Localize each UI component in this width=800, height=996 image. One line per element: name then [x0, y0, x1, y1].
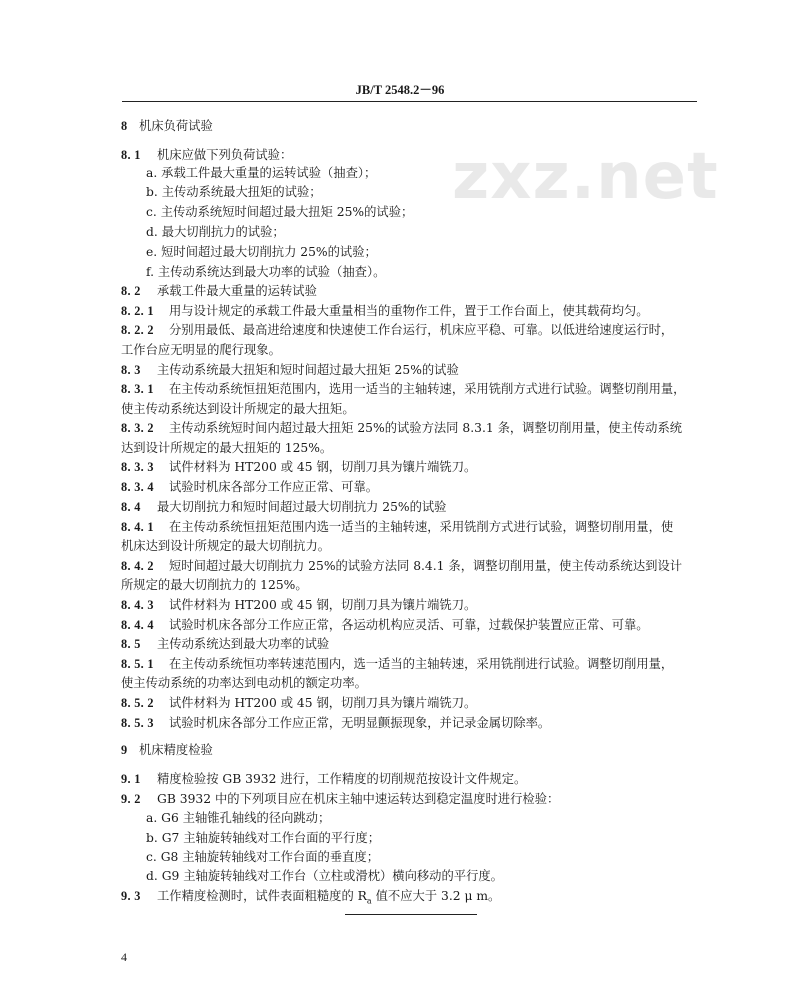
watermark: zxz.net [452, 140, 719, 214]
text-line [121, 420, 682, 436]
text-line [121, 342, 281, 358]
page-number: 4 [121, 950, 127, 964]
text-line [121, 636, 329, 652]
clause-text: 短时间超过最大切削抗力 25%的试验方法同 8.4.1 条，调整切削用量，使主传动系统达到设计 [169, 559, 683, 573]
clause-number: 8. 2. 1 [121, 304, 154, 318]
clause-text: d. 最大切削抗力的试验； [146, 225, 285, 239]
text-line [146, 868, 503, 884]
clause-text: 最大切削抗力和短时间超过最大切削抗力 25%的试验 [157, 500, 447, 514]
clause-text: a. G6 主轴锥孔轴线的径向跳动； [146, 811, 331, 825]
text-line [121, 888, 500, 909]
clause-number: 8. 3. 3 [121, 460, 154, 474]
clause-text: 主传动系统短时间内超过最大扭矩 25%的试验方法同 8.3.1 条，调整切削用量，使主传动系统 [169, 421, 683, 435]
clause-text: GB 3932 中的下列项目应在机床主轴中速运转达到稳定温度时进行检验： [157, 792, 560, 806]
clause-text: 试件材料为 HT200 或 45 钢，切削刀具为镶片端铣刀。 [169, 598, 477, 612]
clause-text: 在主传动系统恒扭矩范围内，选用一适当的主轴转速，采用铣削方式进行试验。调整切削用量， [169, 382, 686, 396]
clause-text: 分别用最低、最高进给速度和快速使工作台运行，机床应平稳、可靠。以低进给速度运行时， [169, 323, 674, 337]
clause-text: d. G9 主轴旋转轴线对工作台（立柱或滑枕）横向移动的平行度。 [146, 869, 503, 883]
text-line [121, 656, 673, 672]
text-line [146, 849, 379, 865]
clause-text-tail: 值不应大于 3.2 μ m。 [371, 889, 501, 903]
clause-number: 9. 1 [121, 772, 141, 786]
text-line [146, 224, 285, 240]
clause-number: 8. 3 [121, 363, 141, 377]
clause-number: 8. 4. 4 [121, 618, 154, 632]
text-line [121, 303, 649, 319]
clause-text: 机床负荷试验 [139, 119, 213, 133]
clause-text: 所规定的最大切削抗力的 125%。 [121, 578, 308, 592]
text-line [121, 791, 559, 807]
text-line [121, 742, 213, 758]
text-line [146, 204, 413, 220]
text-line [121, 715, 550, 731]
clause-number: 8. 4. 3 [121, 598, 154, 612]
text-line [121, 440, 332, 456]
text-line [121, 538, 330, 554]
clause-text: c. 主传动系统短时间超过最大扭矩 25%的试验； [146, 205, 414, 219]
clause-number: 8. 4. 2 [121, 559, 154, 573]
clause-text: b. 主传动系统最大扭矩的试验； [146, 185, 322, 199]
clause-text: 机床应做下列负荷试验： [157, 148, 293, 162]
clause-text: 机床精度检验 [139, 743, 213, 757]
text-line [121, 362, 459, 378]
clause-number: 8. 3. 2 [121, 421, 154, 435]
clause-text: 精度检验按 GB 3932 进行，工作精度的切削规范按设计文件规定。 [157, 772, 527, 786]
text-line [146, 244, 377, 260]
text-line [121, 499, 446, 515]
clause-number: 8. 3. 1 [121, 382, 154, 396]
text-line [146, 184, 322, 200]
clause-text: 试验时机床各部分工作应正常、可靠。 [169, 480, 379, 494]
clause-text: 试件材料为 HT200 或 45 钢，切削刀具为镶片端铣刀。 [169, 460, 477, 474]
text-line [121, 675, 367, 691]
clause-text: c. G8 主轴旋转轴线对工作台面的垂直度； [146, 850, 380, 864]
clause-number: 8. 5. 2 [121, 696, 154, 710]
clause-number: 8. 5 [121, 637, 141, 651]
text-line [121, 558, 682, 574]
clause-number: 8. 3. 4 [121, 480, 154, 494]
text-line [121, 597, 476, 613]
clause-number: 8. 2 [121, 284, 141, 298]
text-line [121, 695, 476, 711]
clause-text: 工作精度检测时，试件表面粗糙度的 R [157, 889, 367, 903]
text-line [146, 830, 380, 846]
text-line [121, 118, 213, 134]
text-line [121, 479, 378, 495]
clause-text: f. 主传动系统达到最大功率的试验（抽查）。 [146, 265, 386, 279]
text-line [121, 283, 317, 299]
clause-text: 达到设计所规定的最大扭矩的 125%。 [121, 441, 333, 455]
clause-text: 试验时机床各部分工作应正常，无明显颤振现象，并记录金属切除率。 [169, 716, 551, 730]
footer-rule [345, 914, 477, 915]
text-line [146, 264, 385, 280]
text-line [146, 810, 330, 826]
clause-number: 8. 1 [121, 148, 141, 162]
clause-text: 用与设计规定的承载工件最大重量相当的重物作工件，置于工作台面上，使其载荷均匀。 [169, 304, 649, 318]
header-rule [122, 101, 697, 102]
clause-text: 试验时机床各部分工作应正常，各运动机构应灵活、可靠，过载保护装置应正常、可靠。 [169, 618, 649, 632]
clause-text: a. 承载工件最大重量的运转试验（抽查）； [146, 166, 377, 180]
text-line [121, 401, 355, 417]
clause-text: 主传动系统达到最大功率的试验 [157, 637, 330, 651]
clause-number: 8. 5. 3 [121, 716, 154, 730]
clause-text: 机床达到设计所规定的最大切削抗力。 [121, 539, 331, 553]
clause-number: 8. 4. 1 [121, 520, 154, 534]
clause-number: 9. 2 [121, 792, 141, 806]
clause-number: 9. 3 [121, 889, 141, 903]
clause-text: 使主传动系统的功率达到电动机的额定功率。 [121, 676, 367, 690]
clause-text: 试件材料为 HT200 或 45 钢，切削刀具为镶片端铣刀。 [169, 696, 477, 710]
document-header: JB/T 2548.2－96 [355, 83, 445, 97]
text-line [121, 771, 526, 787]
clause-text: 工作台应无明显的爬行现象。 [121, 343, 281, 357]
clause-text: 主传动系统最大扭矩和短时间超过最大扭矩 25%的试验 [157, 363, 459, 377]
subscript: a [366, 896, 372, 906]
text-line [121, 617, 649, 633]
clause-text: 承载工件最大重量的运转试验 [157, 284, 317, 298]
clause-number: 8. 2. 2 [121, 323, 154, 337]
text-line [121, 577, 308, 593]
text-line [121, 147, 292, 163]
clause-number: 8. 5. 1 [121, 657, 154, 671]
clause-text: b. G7 主轴旋转轴线对工作台面的平行度； [146, 831, 380, 845]
clause-number: 9 [121, 743, 128, 757]
clause-number: 8. 4 [121, 500, 141, 514]
clause-text: e. 短时间超过最大切削抗力 25%的试验； [146, 245, 377, 259]
text-line [121, 459, 476, 475]
text-line [121, 322, 673, 338]
clause-number: 8 [121, 119, 128, 133]
text-line [146, 165, 376, 181]
clause-text: 使主传动系统达到设计所规定的最大扭矩。 [121, 402, 355, 416]
clause-text: 在主传动系统恒功率转速范围内，选一适当的主轴转速，采用铣削进行试验。调整切削用量， [169, 657, 674, 671]
text-line [121, 519, 673, 535]
clause-text: 在主传动系统恒扭矩范围内选一适当的主轴转速，采用铣削方式进行试验，调整切削用量，使 [169, 520, 674, 534]
text-line [121, 381, 685, 397]
